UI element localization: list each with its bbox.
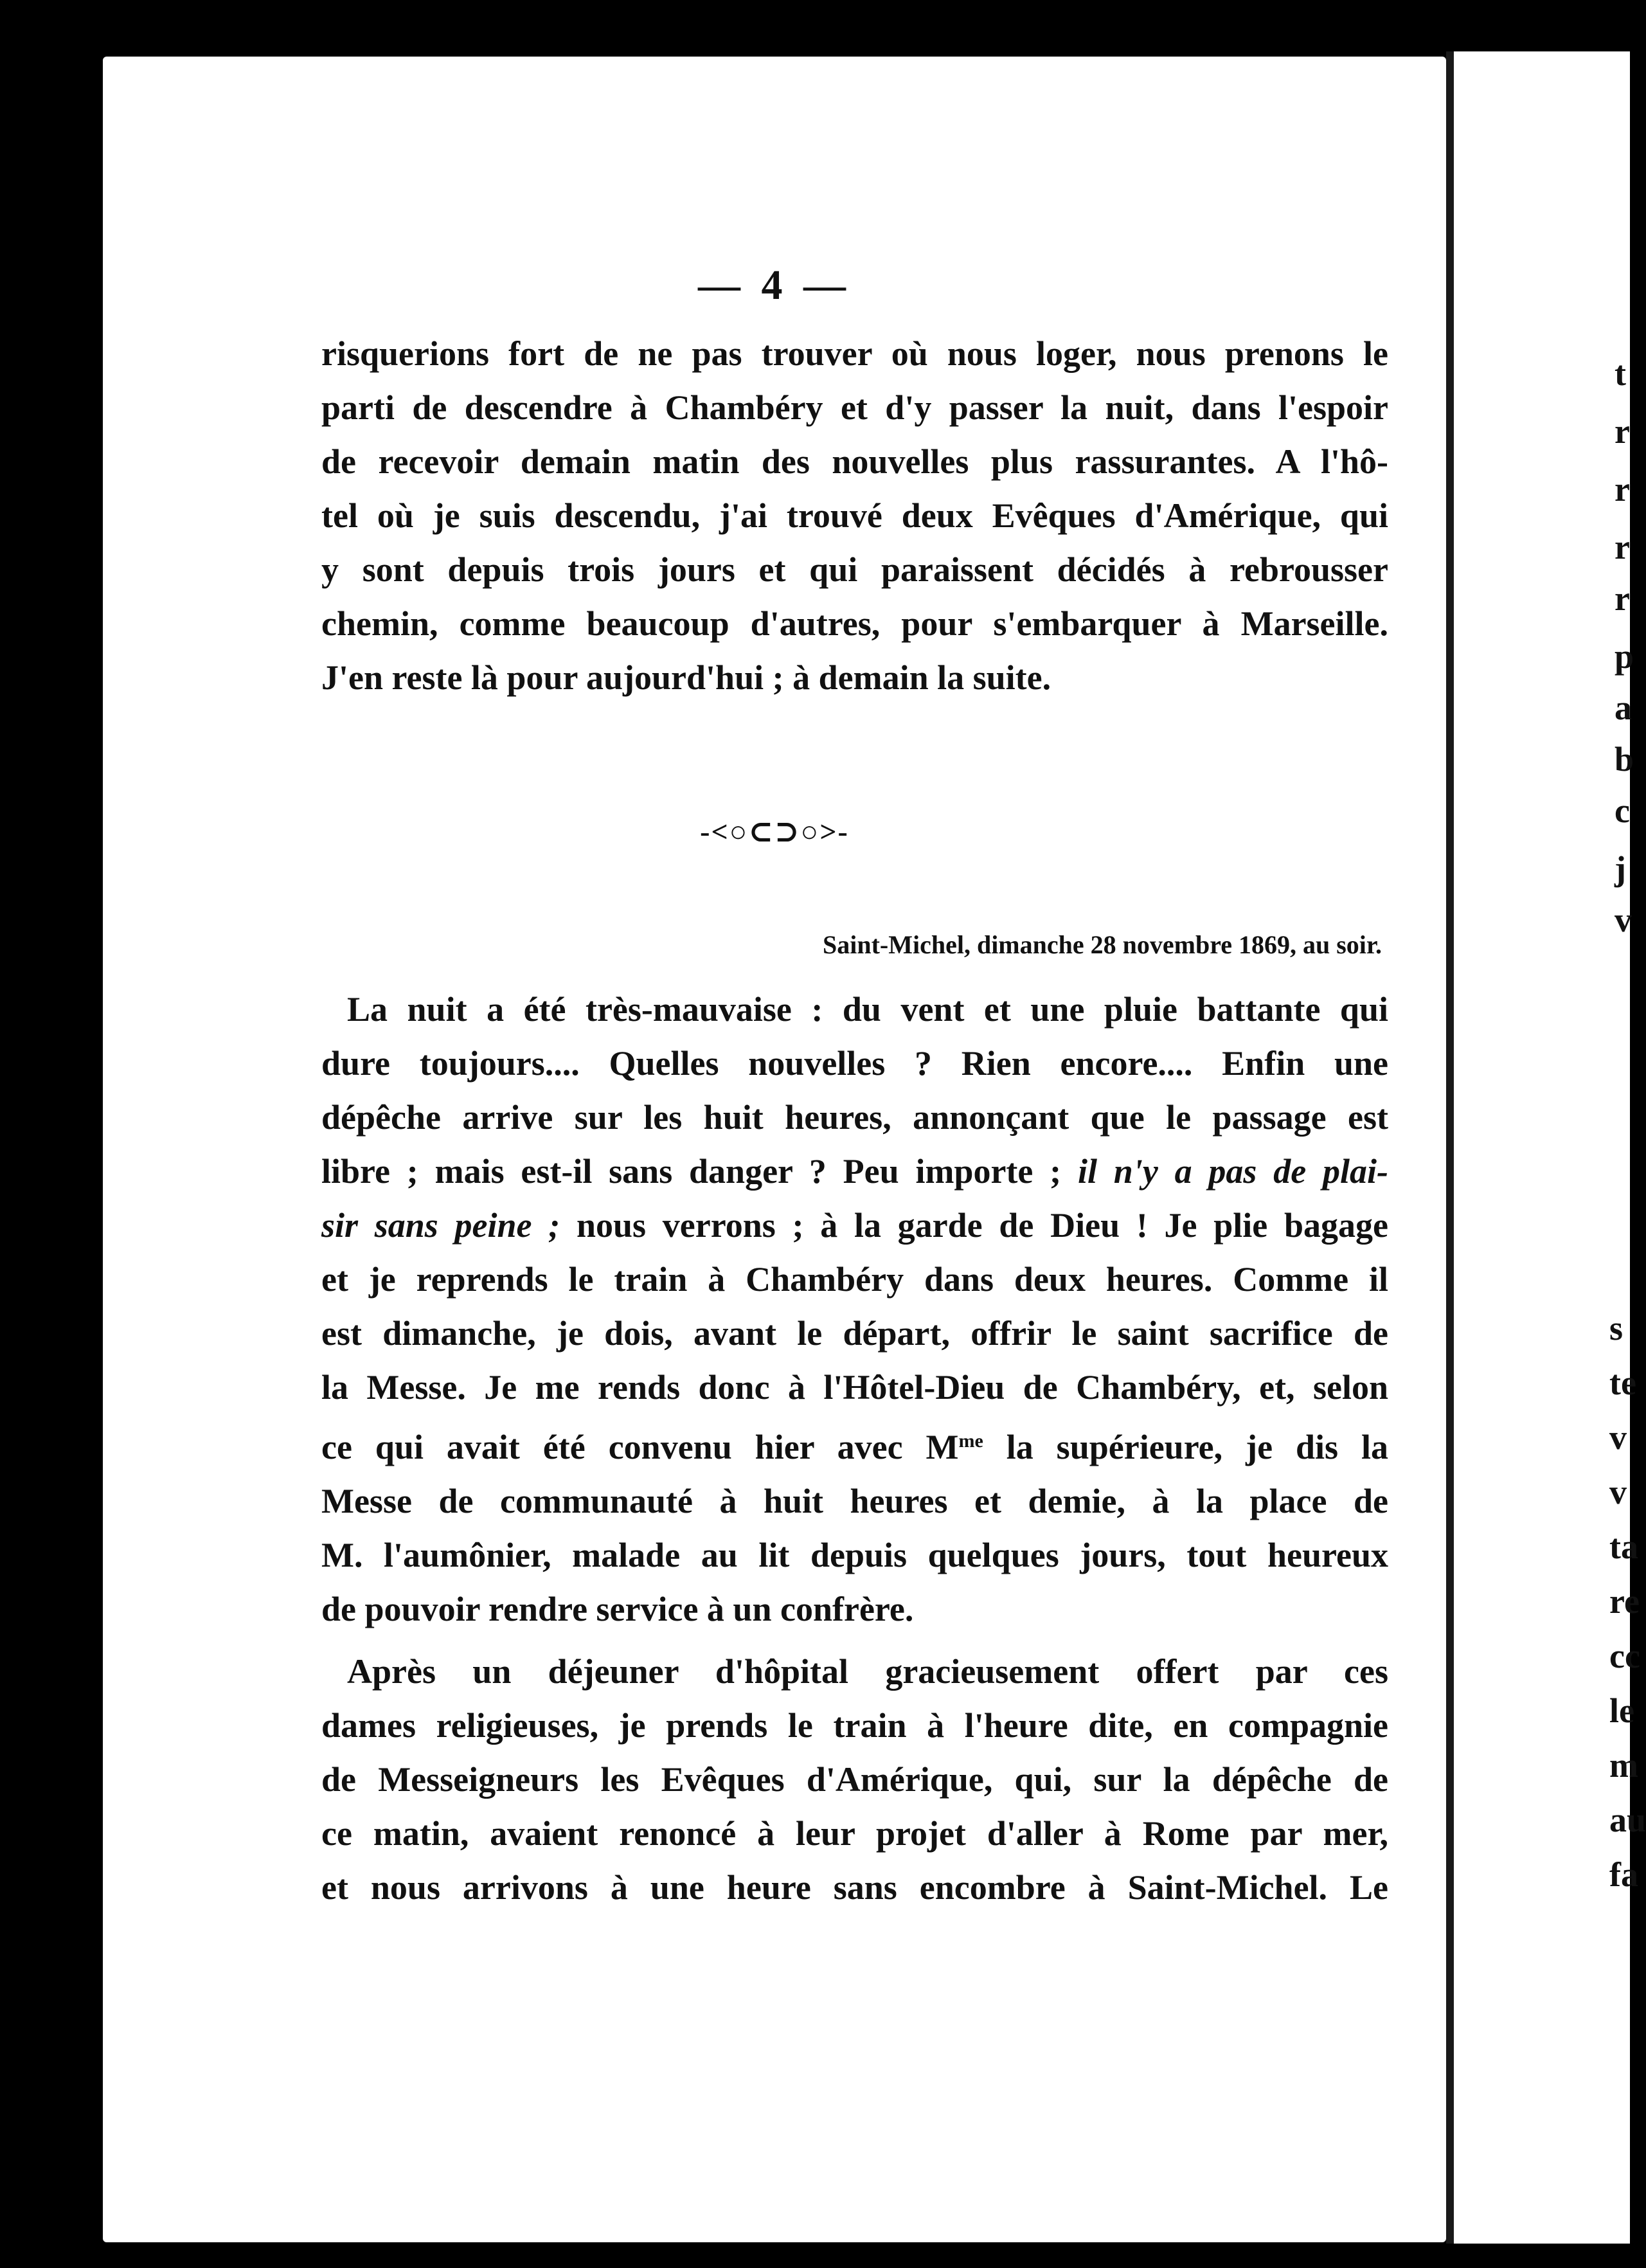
- text-run: la supérieure, je dis la: [983, 1428, 1388, 1466]
- text-line: M. l'aumônier, malade au lit depuis quelques jours, tout heureux: [321, 1536, 1388, 1574]
- text-line: risquerions fort de ne pas trouver où nous loger, nous prenons le: [321, 334, 1388, 373]
- text-line: La nuit a été très-mauvaise : du vent et une pluie battante qui: [347, 990, 1388, 1029]
- text-line: la Messe. Je me rends donc à l'Hôtel-Dieu de Chambéry, et, selon: [321, 1368, 1388, 1407]
- fragment: cc: [1609, 1637, 1640, 1675]
- paragraph-1: [321, 327, 1388, 705]
- text-line: et nous arrivons à une heure sans encombre à Saint-Michel. Le: [321, 1868, 1388, 1907]
- fragment: re: [1609, 1582, 1640, 1621]
- text-line: dure toujours.... Quelles nouvelles ? Rien encore.... Enfin une: [321, 1044, 1388, 1083]
- paragraph-3: [321, 1644, 1388, 1914]
- fragment: c: [1615, 791, 1630, 830]
- text-line: J'en reste là pour aujourd'hui ; à demain la suite.: [321, 658, 1051, 697]
- text-line: y sont depuis trois jours et qui paraissent décidés à rebrousser: [321, 550, 1388, 589]
- text-line: Après un déjeuner d'hôpital gracieusement offert par ces: [347, 1652, 1388, 1691]
- text-line: chemin, comme beaucoup d'autres, pour s'embarquer à Marseille.: [321, 604, 1388, 643]
- text-line: dames religieuses, je prends le train à l'heure dite, en compagnie: [321, 1706, 1388, 1745]
- page-gutter: [1446, 51, 1454, 2244]
- dateline: Saint-Michel, dimanche 28 novembre 1869, au soir.: [822, 930, 1382, 959]
- text-line: et je reprends le train à Chambéry dans deux heures. Comme il: [321, 1260, 1388, 1299]
- text-line: de Messeigneurs les Evêques d'Amérique, qui, sur la dépêche de: [321, 1760, 1388, 1799]
- text-line: Messe de communauté à huit heures et demie, à la place de: [321, 1482, 1388, 1520]
- text-line: [321, 1414, 1388, 1474]
- fragment: s: [1609, 1309, 1624, 1347]
- fragment: fa: [1609, 1855, 1638, 1894]
- text-line: est dimanche, je dois, avant le départ, offrir le saint sacrifice de: [321, 1314, 1388, 1353]
- fragment: r: [1615, 528, 1630, 566]
- text-line: dépêche arrive sur les huit heures, annonçant que le passage est: [321, 1098, 1388, 1137]
- fragment: a: [1615, 688, 1632, 727]
- fragment: b: [1615, 740, 1634, 779]
- paragraph-2: [321, 982, 1388, 1636]
- fragment: j: [1615, 849, 1626, 888]
- ornament-divider: -<○⊂⊃○>-: [700, 815, 849, 848]
- fragment: v: [1609, 1473, 1627, 1511]
- fragment: m: [1609, 1746, 1638, 1785]
- text-line: parti de descendre à Chambéry et d'y passer la nuit, dans l'espoir: [321, 388, 1388, 427]
- fragment: r: [1615, 470, 1630, 509]
- text-line: tel où je suis descendu, j'ai trouvé deux Evêques d'Amérique, qui: [321, 496, 1388, 535]
- text-line: [321, 1198, 1388, 1252]
- text-run: nous verrons ; à la garde de Dieu ! Je plie bagage: [560, 1206, 1389, 1245]
- text-line: ce matin, avaient renoncé à leur projet d'aller à Rome par mer,: [321, 1814, 1388, 1853]
- fragment: au: [1609, 1801, 1646, 1839]
- fragment: te: [1609, 1364, 1636, 1402]
- text-run: ce qui avait été convenu hier avec M: [321, 1428, 959, 1466]
- fragment: r: [1615, 579, 1630, 618]
- text-line: [321, 1144, 1388, 1198]
- page-number: — 4 —: [698, 262, 851, 309]
- superscript: me: [958, 1430, 983, 1452]
- text-run: libre ; mais est-il sans danger ? Peu importe ;: [321, 1152, 1078, 1191]
- fragment: v: [1615, 901, 1632, 939]
- fragment: ta: [1609, 1527, 1638, 1566]
- text-line: de pouvoir rendre service à un confrère.: [321, 1590, 914, 1628]
- text-line: de recevoir demain matin des nouvelles plus rassurantes. A l'hô-: [321, 442, 1388, 481]
- document-page: [103, 57, 1446, 2242]
- italic-text-run: il n'y a pas de plai-: [1077, 1152, 1388, 1191]
- adjacent-page: [1454, 51, 1646, 2244]
- fragment: r: [1615, 412, 1630, 451]
- fragment: v: [1609, 1418, 1627, 1457]
- fragment: le: [1609, 1691, 1634, 1730]
- fragment: t: [1615, 354, 1626, 393]
- fragment: p: [1615, 637, 1634, 676]
- italic-text-run: sir sans peine ;: [321, 1206, 560, 1245]
